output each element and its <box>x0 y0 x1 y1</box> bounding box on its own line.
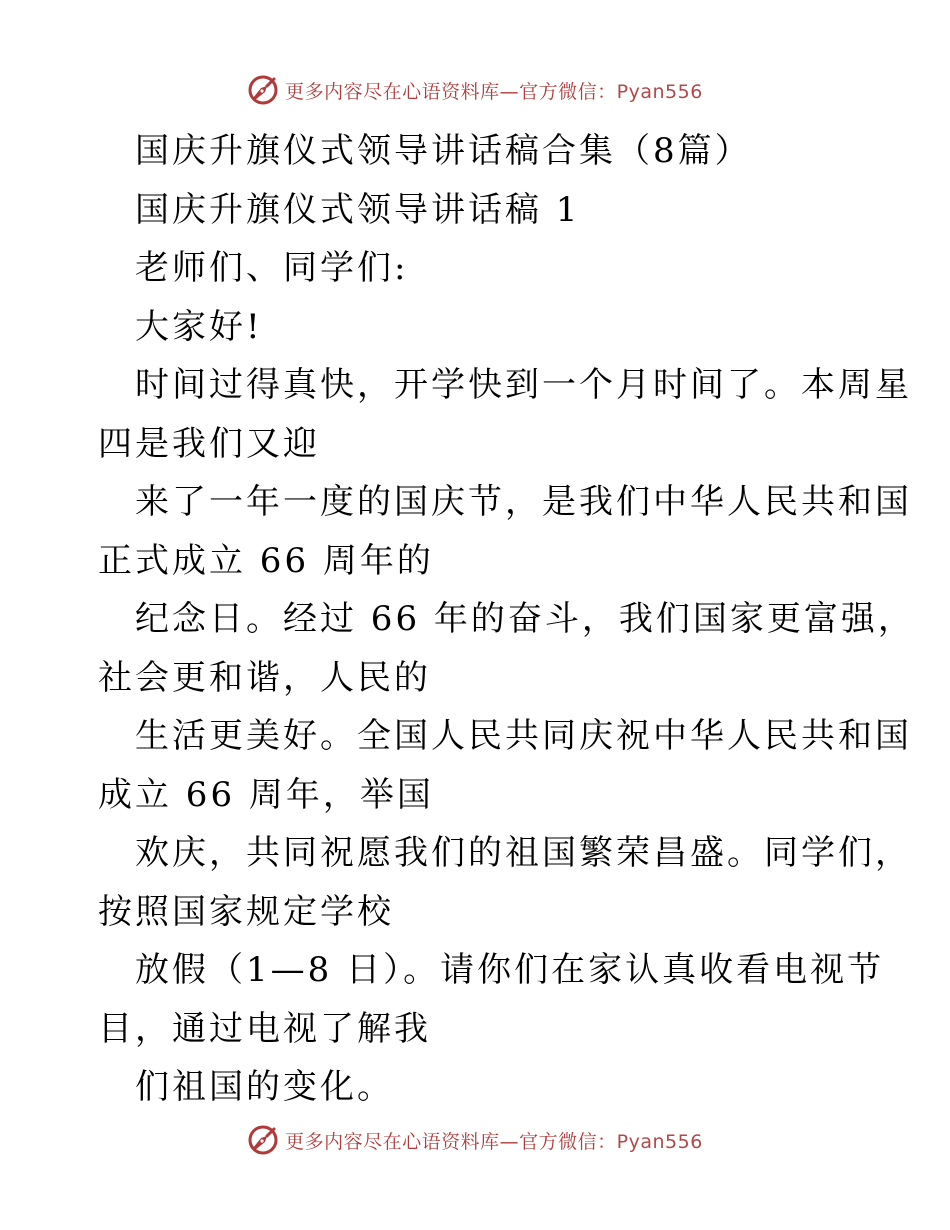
paragraph-line: 纪念日。经过 66 年的奋斗，我们国家更富强， <box>135 599 915 639</box>
paragraph-line: 目，通过电视了解我 <box>98 1008 431 1049</box>
paragraph-line: 时间过得真快，开学快到一个月时间了。本周星 <box>135 365 912 405</box>
paragraph-line: 成立 66 周年，举国 <box>98 774 434 815</box>
document-title: 国庆升旗仪式领导讲话稿合集（8篇） <box>135 131 752 171</box>
pen-nib-logo-icon <box>247 1124 279 1156</box>
paragraph-line: 放假（1—8 日）。请你们在家认真收看电视节 <box>135 950 885 990</box>
footer-watermark <box>0 1123 950 1157</box>
greeting: 大家好! <box>135 306 263 347</box>
pen-nib-logo-icon <box>247 74 279 106</box>
paragraph-line: 们祖国的变化。 <box>135 1067 394 1107</box>
paragraph-line: 四是我们又迎 <box>98 423 320 464</box>
watermark-wechat-id: Pyan556 <box>616 1130 703 1153</box>
salutation: 老师们、同学们: <box>135 248 409 288</box>
paragraph-line: 来了一年一度的国庆节，是我们中华人民共和国 <box>135 482 912 522</box>
document-body <box>98 122 915 1117</box>
header-watermark <box>0 73 950 107</box>
paragraph-line: 正式成立 66 周年的 <box>98 540 434 581</box>
paragraph-line: 社会更和谐，人民的 <box>98 657 431 698</box>
watermark-wechat-id: Pyan556 <box>616 80 703 103</box>
paragraph-line: 生活更美好。全国人民共同庆祝中华人民共和国 <box>135 716 912 756</box>
paragraph-line: 按照国家规定学校 <box>98 891 394 932</box>
watermark-text: 更多内容尽在心语资料库—官方微信： <box>285 1130 617 1153</box>
paragraph-line: 欢庆，共同祝愿我们的祖国繁荣昌盛。同学们， <box>135 833 912 873</box>
watermark-text: 更多内容尽在心语资料库—官方微信： <box>285 80 617 103</box>
section-heading: 国庆升旗仪式领导讲话稿 1 <box>135 189 581 230</box>
